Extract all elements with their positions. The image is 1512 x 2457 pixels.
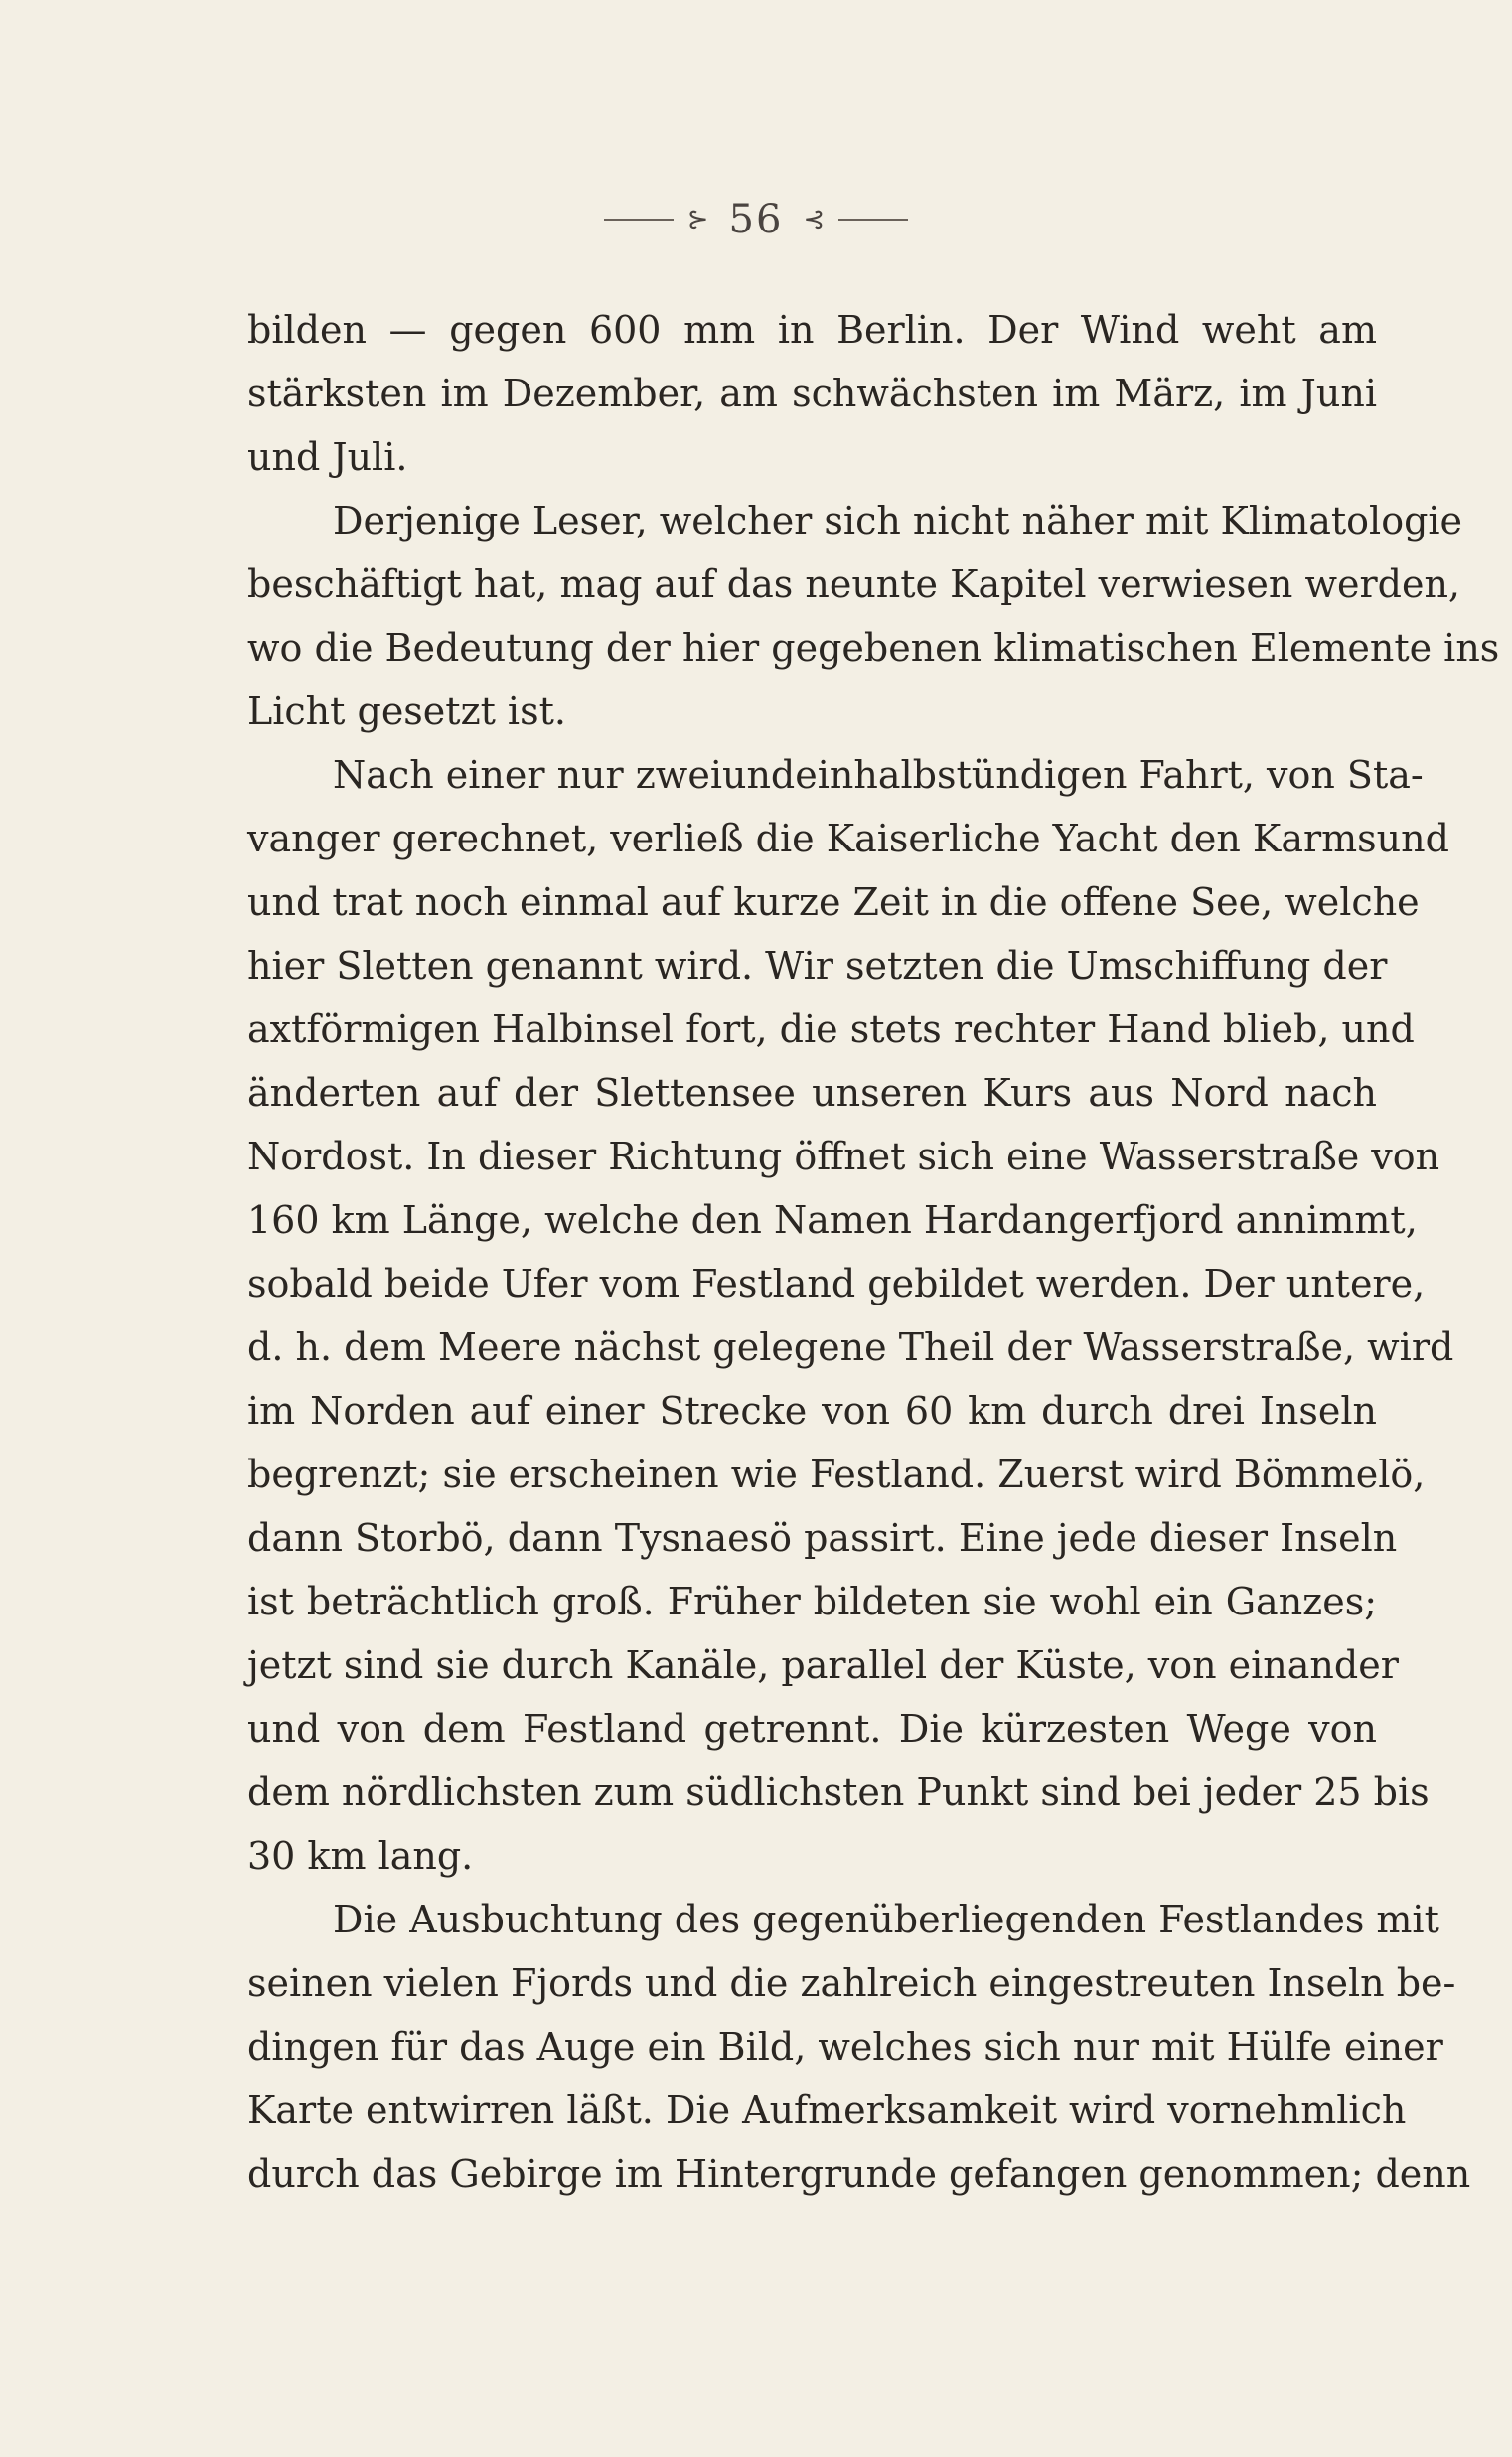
text-line: seinen vielen Fjords und die zahlreich eingestreuten Inseln be- [247,1961,1456,2005]
body-text [247,298,1500,2206]
text-line: bilden — gegen 600 mm in Berlin. Der Wind weht am [247,308,1377,352]
text-line: axtförmigen Halbinsel fort, die stets rechter Hand blieb, und [247,1007,1415,1051]
text-line: Licht gesetzt ist. [247,690,566,733]
page-header [0,197,1512,242]
page-number: 56 [728,197,784,242]
text-line: hier Sletten genannt wird. Wir setzten die Umschiffung der [247,944,1388,988]
text-line: Nordost. In dieser Richtung öffnet sich eine Wasserstraße von [247,1135,1440,1178]
text-line: jetzt sind sie durch Kanäle, parallel der Küste, von einander [247,1643,1399,1687]
ornament-left-icon: ⊱ [686,205,709,234]
text-line: beschäftigt hat, mag auf das neunte Kapitel verwiesen werden, [247,562,1461,606]
text-line: im Norden auf einer Strecke von 60 km durch drei Inseln [247,1389,1377,1433]
text-line: 160 km Länge, welche den Namen Hardangerfjord annimmt, [247,1198,1418,1242]
text-line: Nach einer nur zweiundeinhalbstündigen Fahrt, von Sta- [333,753,1424,797]
text-line: ist beträchtlich groß. Früher bildeten sie wohl ein Ganzes; [247,1580,1377,1623]
text-line: und von dem Festland getrennt. Die kürzesten Wege von [247,1707,1377,1751]
text-line: d. h. dem Meere nächst gelegene Theil der Wasserstraße, wird [247,1325,1454,1369]
text-line: durch das Gebirge im Hintergrunde gefangen genommen; denn [247,2152,1471,2196]
text-line: Karte entwirren läßt. Die Aufmerksamkeit wird vornehmlich [247,2088,1407,2132]
text-line: stärksten im Dezember, am schwächsten im März, im Juni [247,372,1377,415]
text-line: und Juli. [247,435,408,479]
text-line: und trat noch einmal auf kurze Zeit in die offene See, welche [247,880,1420,924]
header-rule-right [838,219,908,221]
text-line: sobald beide Ufer vom Festland gebildet werden. Der untere, [247,1262,1426,1305]
text-line: dem nördlichsten zum südlichsten Punkt sind bei jeder 25 bis [247,1770,1430,1814]
text-line: wo die Bedeutung der hier gegebenen klimatischen Elemente ins [247,626,1500,670]
text-line: änderten auf der Slettensee unseren Kurs aus Nord nach [247,1071,1377,1115]
text-line: dann Storbö, dann Tysnaesö passirt. Eine jede dieser Inseln [247,1516,1398,1560]
text-line: vanger gerechnet, verließ die Kaiserliche Yacht den Karmsund [247,817,1449,860]
header-rule-left [604,219,674,221]
text-line: Die Ausbuchtung des gegenüberliegenden Festlandes mit [333,1898,1439,1941]
text-line: 30 km lang. [247,1834,474,1878]
text-line: Derjenige Leser, welcher sich nicht näher mit Klimatologie [333,499,1463,542]
text-line: dingen für das Auge ein Bild, welches sich nur mit Hülfe einer [247,2025,1443,2069]
ornament-right-icon: ⊰ [803,205,826,234]
text-line: begrenzt; sie erscheinen wie Festland. Zuerst wird Bömmelö, [247,1453,1426,1496]
